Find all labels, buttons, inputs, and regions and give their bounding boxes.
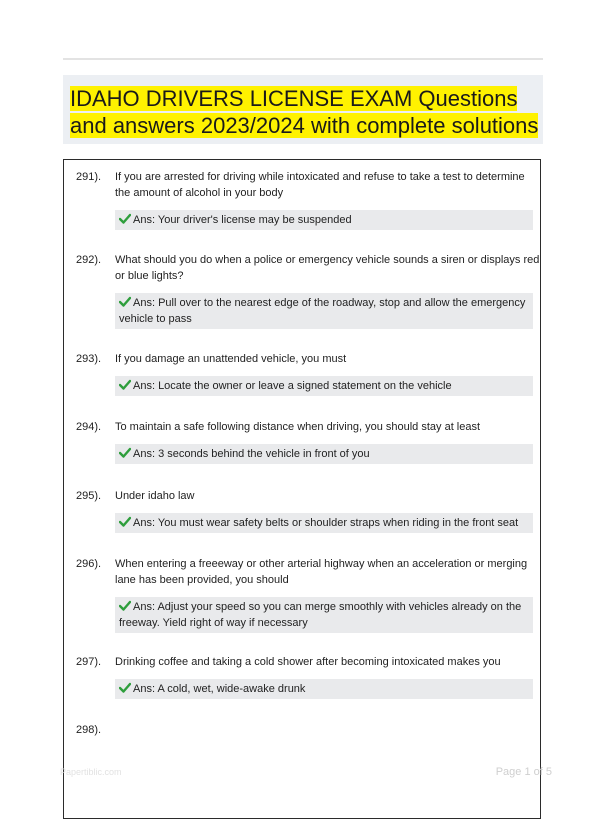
question-text: If you are arrested for driving while intoxicated and refuse to take a test to determine the amount of alcohol in your body [115, 171, 525, 199]
question-text: What should you do when a police or emergency vehicle sounds a siren or displays red or blue lights? [115, 254, 540, 282]
check-icon [119, 296, 131, 307]
question-number: 294). [76, 421, 102, 433]
answer-text: Ans: 3 seconds behind the vehicle in front of you [133, 448, 370, 460]
question-number: 296). [76, 558, 102, 570]
answer-box [115, 210, 533, 230]
check-icon [119, 379, 131, 390]
question-text: If you damage an unattended vehicle, you must [115, 353, 347, 365]
answer-box [115, 376, 533, 396]
qa-list [63, 159, 541, 819]
footer-watermark: Papertiblic.com [60, 767, 122, 777]
question-number: 295). [76, 490, 102, 502]
question-text: Drinking coffee and taking a cold shower after becoming intoxicated makes you [115, 656, 501, 668]
question-number: 291). [76, 171, 102, 183]
document-title-text: IDAHO DRIVERS LICENSE EXAM Questions and answers 2023/2024 with complete solutions [70, 86, 539, 138]
answer-box [115, 679, 533, 699]
answer-text: Ans: Adjust your speed so you can merge smoothly with vehicles already on the freeway. Yield right of way if necessary [119, 601, 522, 629]
check-icon [119, 682, 131, 693]
check-icon [119, 213, 131, 224]
question-text: To maintain a safe following distance when driving, you should stay at least [115, 421, 481, 433]
question-text: Under idaho law [115, 490, 195, 502]
document-title [70, 85, 540, 139]
question-number: 292). [76, 254, 102, 266]
question-number: 298). [76, 724, 102, 736]
answer-text: Ans: A cold, wet, wide-awake drunk [133, 683, 306, 695]
check-icon [119, 600, 131, 611]
answer-text: Ans: You must wear safety belts or shoulder straps when riding in the front seat [133, 517, 519, 529]
page-indicator: Page 1 of 5 [495, 766, 552, 778]
answer-box [115, 293, 533, 329]
question-number: 297). [76, 656, 102, 668]
answer-box [115, 444, 533, 464]
answer-box [115, 513, 533, 533]
question-text: When entering a freeeway or other arterial highway when an acceleration or merging lane has been provided, you should [115, 558, 528, 586]
answer-text: Ans: Locate the owner or leave a signed statement on the vehicle [133, 380, 452, 392]
answer-box [115, 597, 533, 633]
question-number: 293). [76, 353, 102, 365]
top-divider [63, 58, 543, 60]
check-icon [119, 516, 131, 527]
answer-text: Ans: Your driver's license may be suspended [133, 214, 352, 226]
check-icon [119, 447, 131, 458]
answer-text: Ans: Pull over to the nearest edge of the roadway, stop and allow the emergency vehicle to pass [119, 297, 526, 325]
